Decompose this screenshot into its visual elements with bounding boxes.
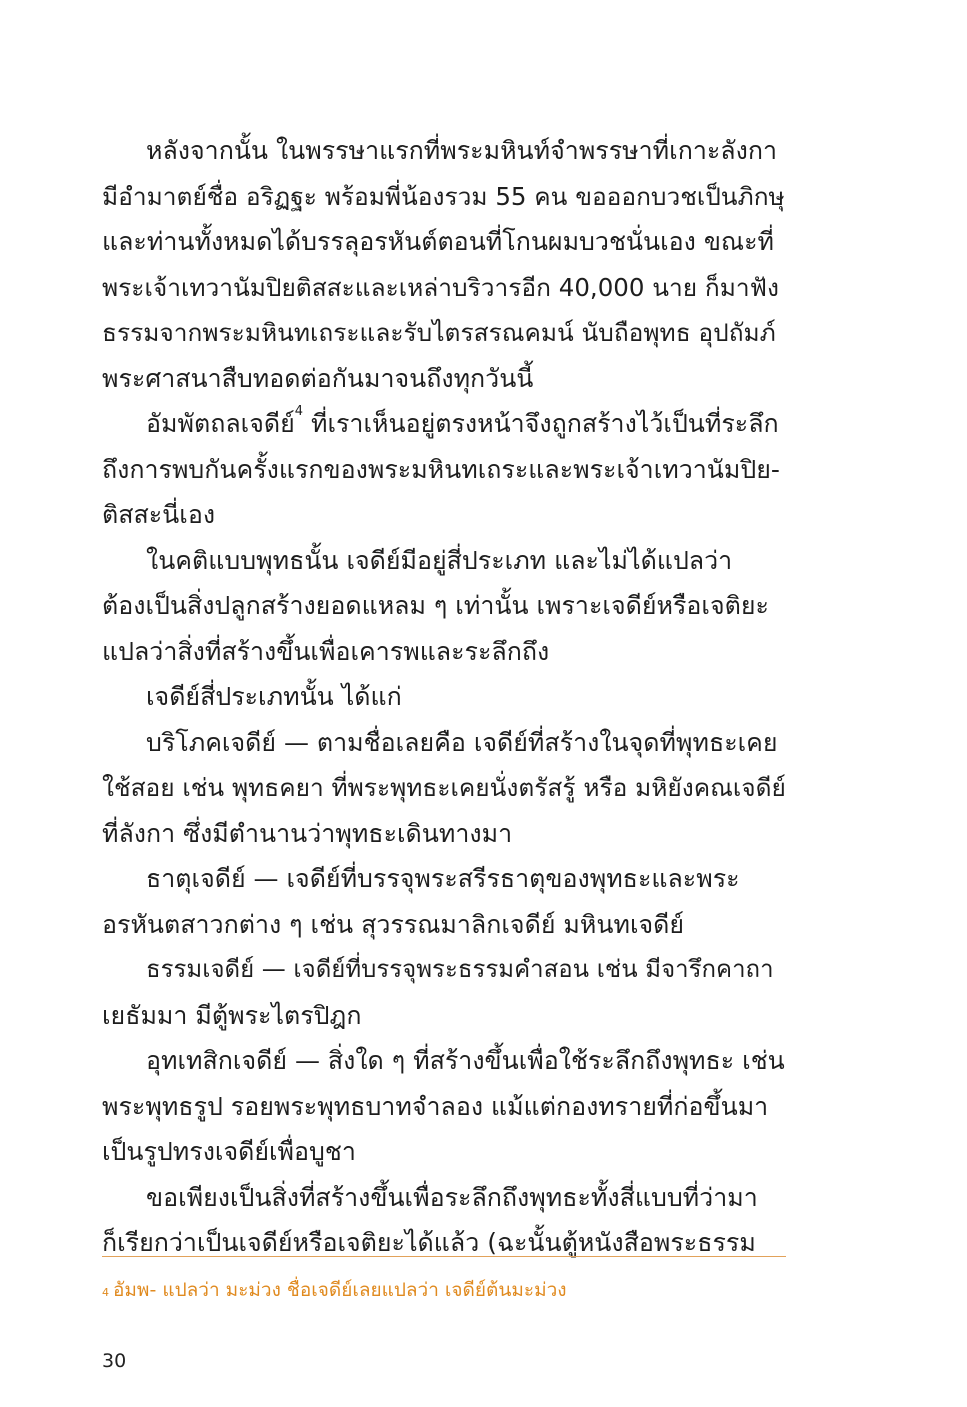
footnote-divider bbox=[102, 1256, 786, 1257]
paragraph bbox=[102, 1038, 786, 1175]
text-line: อุทเทสิกเจดีย์ — สิ่งใด ๆ ที่สร้างขึ้นเพื่อใช้ระลึกถึงพุทธะ เช่น bbox=[146, 1046, 785, 1075]
text-line: พระเจ้าเทวานัมปิยติสสะและเหล่าบริวารอีก 40,000 นาย ก็มาฟัง bbox=[102, 272, 779, 302]
text-line: ธรรมเจดีย์ — เจดีย์ที่บรรจุพระธรรมคำสอน เช่น มีจารึกคาถา bbox=[146, 955, 774, 983]
text-line: และท่านทั้งหมดได้บรรลุอรหันต์ตอนที่โกนผมบวชนั่นเอง ขณะที่ bbox=[102, 227, 775, 256]
footnote-text: อัมพ- แปลว่า มะม่วง ชื่อเจดีย์เลยแปลว่า เจดีย์ต้นมะม่วง bbox=[113, 1279, 567, 1301]
text-line: หลังจากนั้น ในพรรษาแรกที่พระมหินท์จำพรรษาที่เกาะลังกา bbox=[146, 136, 777, 165]
text-line: ธรรมจากพระมหินทเถระและรับไตรสรณคมน์ นับถือพุทธ อุปถัมภ์ bbox=[102, 318, 776, 347]
text-line: ธาตุเจดีย์ — เจดีย์ที่บรรจุพระสรีรธาตุของพุทธะและพระ bbox=[146, 864, 740, 893]
body-text bbox=[102, 128, 786, 1266]
text-line bbox=[102, 401, 786, 447]
text-line: ก็เรียกว่าเป็นเจดีย์หรือเจติยะได้แล้ว (ฉะนั้นตู้หนังสือพระธรรม bbox=[102, 1228, 756, 1257]
lead-term: อัมพัตถลเจดีย์ bbox=[146, 409, 295, 438]
footnote-marker: 4 bbox=[294, 404, 304, 419]
paragraph bbox=[102, 401, 786, 538]
text-line: ถึงการพบกันครั้งแรกของพระมหินทเถระและพระเจ้าเทวานัมปิย- bbox=[102, 454, 780, 484]
text-line: แปลว่าสิ่งที่สร้างขึ้นเพื่อเคารพและระลึกถึง bbox=[102, 636, 550, 666]
text-line: เยธัมมา มีตู้พระไตรปิฎก bbox=[102, 1000, 362, 1030]
paragraph bbox=[102, 720, 786, 857]
text-line: ใช้สอย เช่น พุทธคยา ที่พระพุทธะเคยนั่งตรัสรู้ หรือ มหิยังคณเจดีย์ bbox=[102, 773, 786, 802]
text-line: พระศาสนาสืบทอดต่อกันมาจนถึงทุกวันนี้ bbox=[102, 363, 534, 393]
text-line: มีอำมาตย์ชื่อ อริฏฐะ พร้อมพี่น้องรวม 55 คน ขอออกบวชเป็นภิกษุ bbox=[102, 181, 785, 211]
line-text: ที่เราเห็นอยู่ตรงหน้าจึงถูกสร้างไว้เป็นที่ระลึก bbox=[303, 409, 779, 438]
text-line: ต้องเป็นสิ่งปลูกสร้างยอดแหลม ๆ เท่านั้น เพราะเจดีย์หรือเจติยะ bbox=[102, 591, 769, 620]
paragraph bbox=[102, 128, 786, 401]
text-line: อรหันตสาวกต่าง ๆ เช่น สุวรรณมาลิกเจดีย์ มหินทเจดีย์ bbox=[102, 909, 685, 939]
text-line: ขอเพียงเป็นสิ่งที่สร้างขึ้นเพื่อระลึกถึงพุทธะทั้งสี่แบบที่ว่ามา bbox=[146, 1182, 758, 1212]
paragraph bbox=[102, 947, 786, 1038]
paragraph bbox=[102, 1175, 786, 1266]
text-line: ที่ลังกา ซึ่งมีตำนานว่าพุทธะเดินทางมา bbox=[102, 818, 513, 848]
text-line: พระพุทธรูป รอยพระพุทธบาทจำลอง แม้แต่กองทรายที่ก่อขึ้นมา bbox=[102, 1091, 769, 1121]
footnote bbox=[102, 1275, 786, 1305]
page-number: 30 bbox=[102, 1350, 127, 1372]
text-line: ในคติแบบพุทธนั้น เจดีย์มีอยู่สี่ประเภท และไม่ได้แปลว่า bbox=[146, 545, 733, 575]
paragraph bbox=[102, 674, 786, 720]
footnote-number: 4 bbox=[102, 1286, 109, 1299]
paragraph bbox=[102, 538, 786, 675]
text-line: เป็นรูปทรงเจดีย์เพื่อบูชา bbox=[102, 1137, 356, 1166]
text-line: เจดีย์สี่ประเภทนั้น ได้แก่ bbox=[146, 682, 402, 711]
text-line: บริโภคเจดีย์ — ตามชื่อเลยคือ เจดีย์ที่สร้างในจุดที่พุทธะเคย bbox=[146, 727, 778, 757]
paragraph bbox=[102, 856, 786, 947]
text-line: ติสสะนี่เอง bbox=[102, 500, 216, 529]
